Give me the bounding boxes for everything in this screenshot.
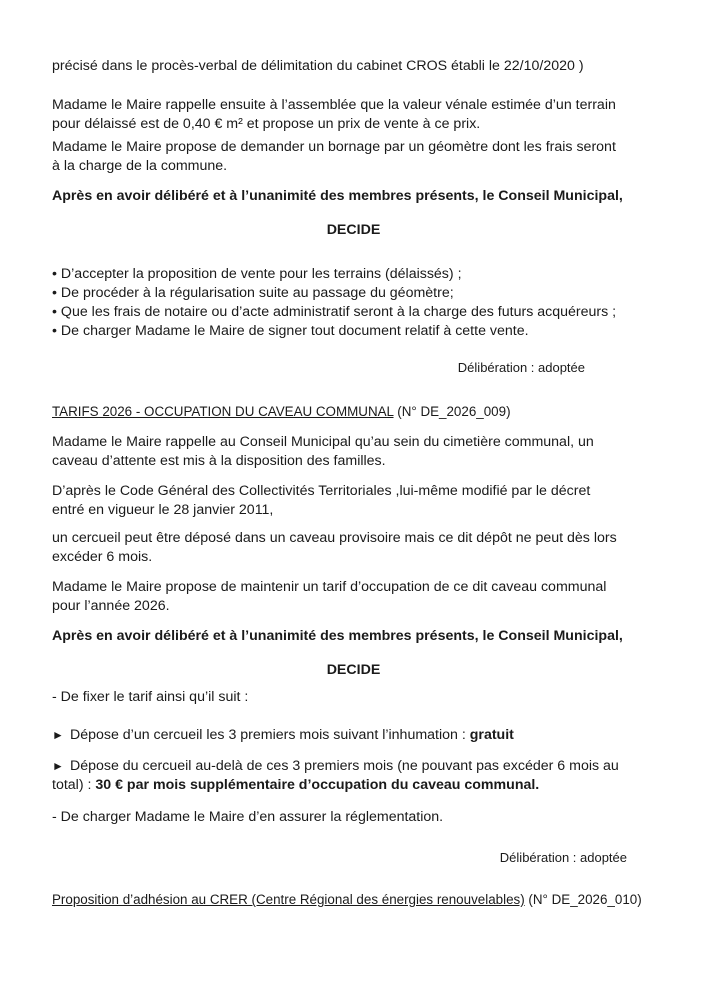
bullet-item: • De charger Madame le Maire de signer tout document relatif à cette vente. <box>52 323 529 339</box>
arrow-icon: ► <box>52 728 64 742</box>
text-line: Madame le Maire propose de maintenir un tarif d’occupation de ce dit caveau communal <box>52 579 607 595</box>
bullet-item: • D’accepter la proposition de vente pour les terrains (délaissés) ; <box>52 266 462 282</box>
arrow-icon: ► <box>52 759 64 773</box>
deliberation-result: Délibération : adoptée <box>499 850 627 865</box>
text-line: - De charger Madame le Maire d’en assurer la réglementation. <box>52 809 444 825</box>
text-line: - De fixer le tarif ainsi qu’il suit : <box>52 689 249 705</box>
deliberation-result: Délibération : adoptée <box>457 360 585 375</box>
section-ref: (N° DE_2026_009) <box>393 404 511 419</box>
text-line: à la charge de la commune. <box>52 158 228 174</box>
tarif-item-continuation <box>52 777 539 794</box>
decide-heading: DECIDE <box>326 222 381 238</box>
text-line: Madame le Maire rappelle ensuite à l’assemblée que la valeur vénale estimée d’un terrain <box>52 97 616 113</box>
section-title <box>52 403 511 420</box>
section-ref: (N° DE_2026_010) <box>524 892 642 907</box>
text-line: D’après le Code Général des Collectivités Territoriales ,lui-même modifié par le décret <box>52 483 591 499</box>
section-title <box>52 891 642 908</box>
tarif-item-text: Dépose d’un cercueil les 3 premiers mois suivant l’inhumation : <box>66 727 470 743</box>
tarif-item-value: gratuit <box>469 727 514 743</box>
text-line: caveau d’attente est mis à la disposition des familles. <box>52 453 386 469</box>
tarif-item <box>52 727 514 744</box>
bullet-item: • De procéder à la régularisation suite au passage du géomètre; <box>52 285 454 301</box>
deliberation-header: Après en avoir délibéré et à l’unanimité des membres présents, le Conseil Municipal, <box>52 188 623 204</box>
text-line: excéder 6 mois. <box>52 549 153 565</box>
text-line: Madame le Maire propose de demander un bornage par un géomètre dont les frais seront <box>52 139 616 155</box>
text-line: Madame le Maire rappelle au Conseil Municipal qu’au sein du cimetière communal, un <box>52 434 594 450</box>
bullet-item: • Que les frais de notaire ou d’acte administratif seront à la charge des futurs acquéreurs ; <box>52 304 617 320</box>
section-title-text: Proposition d’adhésion au CRER (Centre Régional des énergies renouvelables) <box>52 892 525 907</box>
decide-heading: DECIDE <box>326 662 381 678</box>
text-line: entré en vigueur le 28 janvier 2011, <box>52 502 274 518</box>
deliberation-header: Après en avoir délibéré et à l’unanimité des membres présents, le Conseil Municipal, <box>52 628 623 644</box>
text-line: pour délaissé est de 0,40 € m² et propose un prix de vente à ce prix. <box>52 116 481 132</box>
tarif-item-value: 30 € par mois supplémentaire d’occupation du caveau communal. <box>95 777 540 793</box>
section-title-text: TARIFS 2026 - OCCUPATION DU CAVEAU COMMUNAL <box>52 404 394 419</box>
tarif-item-text: Dépose du cercueil au-delà de ces 3 premiers mois (ne pouvant pas excéder 6 mois au <box>66 758 619 774</box>
text-line: un cercueil peut être déposé dans un caveau provisoire mais ce dit dépôt ne peut dès lors <box>52 530 617 546</box>
tarif-item <box>52 758 619 775</box>
tarif-item-text: total) : <box>52 777 96 793</box>
text-line: précisé dans le procès-verbal de délimitation du cabinet CROS établi le 22/10/2020 ) <box>52 58 584 74</box>
text-line: pour l’année 2026. <box>52 598 170 614</box>
